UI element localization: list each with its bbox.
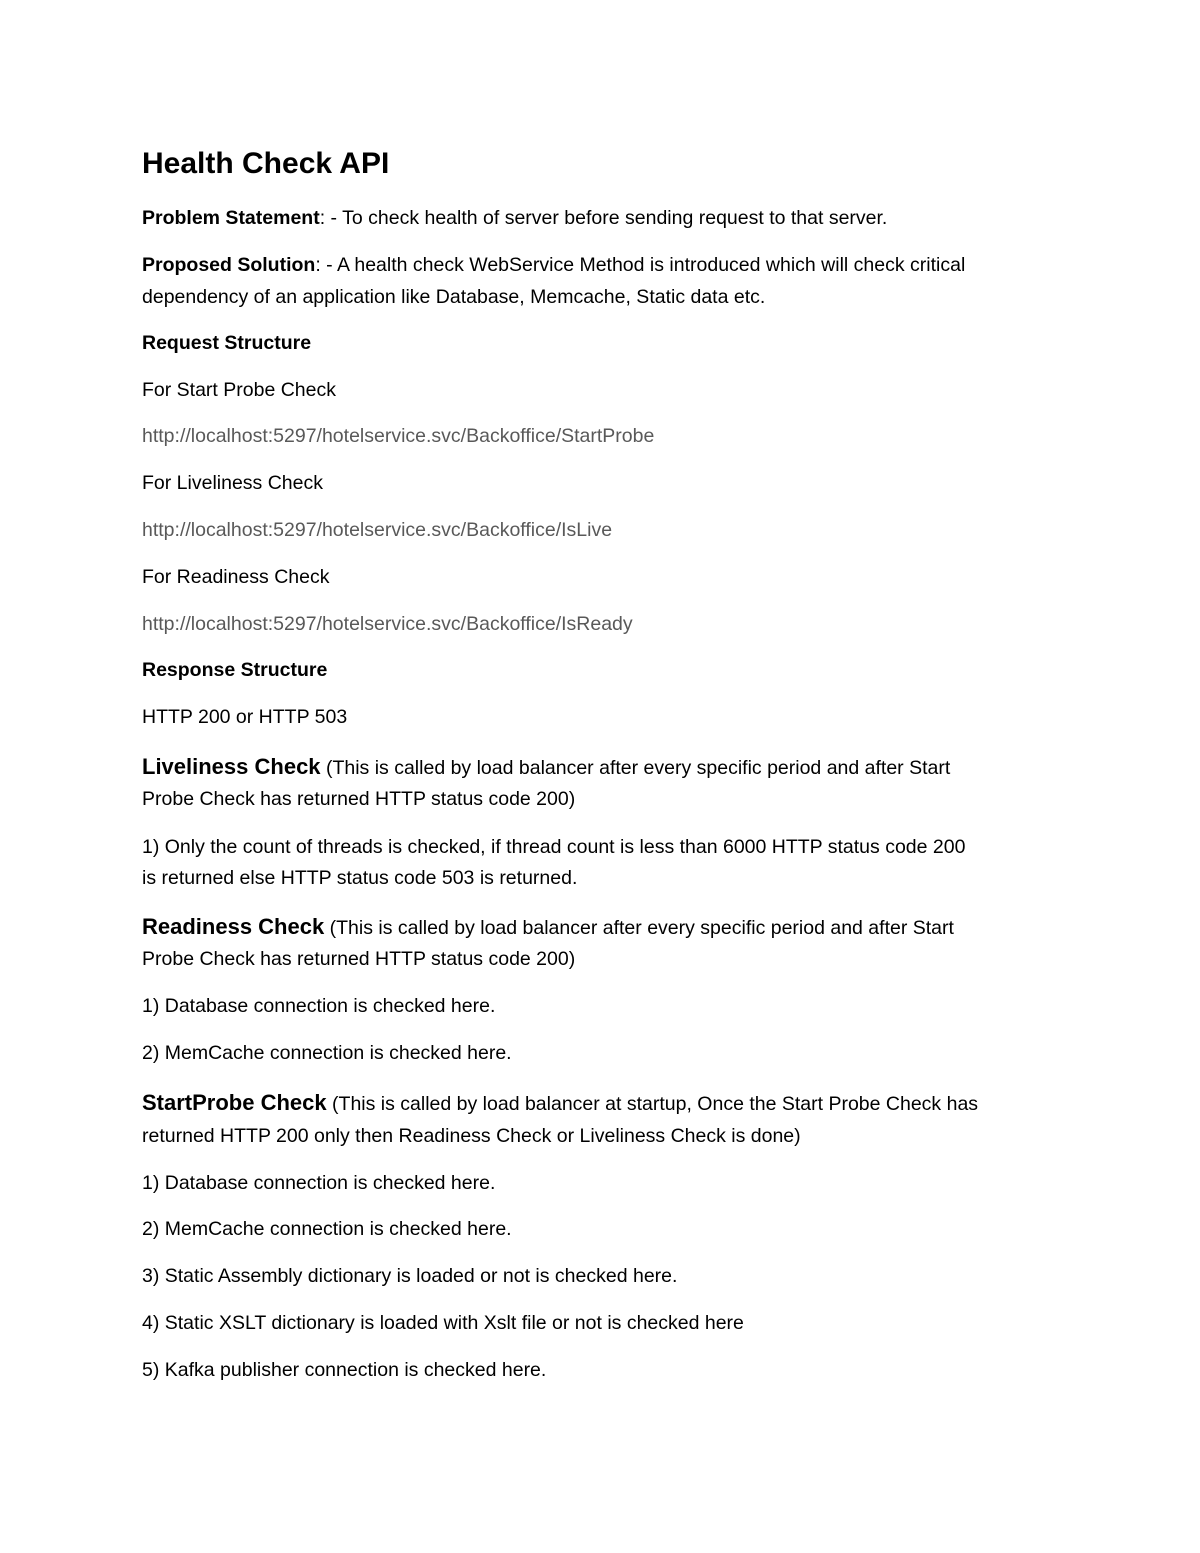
startprobe-list-item: 2) MemCache connection is checked here. xyxy=(142,1218,512,1240)
proposed-solution-text-line2: dependency of an application like Database, Memcache, Static data etc. xyxy=(142,286,766,308)
response-structure-text: HTTP 200 or HTTP 503 xyxy=(142,706,348,728)
request-item-label: For Liveliness Check xyxy=(142,472,323,494)
problem-statement-text: : - To check health of server before sending request to that server. xyxy=(319,207,888,229)
request-url-islive[interactable]: http://localhost:5297/hotelservice.svc/Backoffice/IsLive xyxy=(142,519,613,541)
readiness-desc-line2: Probe Check has returned HTTP status code 200) xyxy=(142,948,576,970)
startprobe-desc-line2: returned HTTP 200 only then Readiness Check or Liveliness Check is done) xyxy=(142,1125,801,1147)
readiness-heading: Readiness Check xyxy=(142,914,325,939)
readiness-section xyxy=(142,914,1082,941)
liveliness-section xyxy=(142,754,1082,781)
request-structure-heading: Request Structure xyxy=(142,332,312,354)
request-item-label: For Start Probe Check xyxy=(142,379,336,401)
liveliness-item-line2: is returned else HTTP status code 503 is returned. xyxy=(142,867,578,889)
proposed-solution-text-line1: : - A health check WebService Method is introduced which will check critical xyxy=(315,254,966,276)
readiness-list-item: 1) Database connection is checked here. xyxy=(142,995,496,1017)
startprobe-list-item: 1) Database connection is checked here. xyxy=(142,1172,496,1194)
liveliness-heading: Liveliness Check xyxy=(142,754,321,779)
readiness-desc-line1: (This is called by load balancer after every specific period and after Start xyxy=(324,917,954,939)
startprobe-heading: StartProbe Check xyxy=(142,1090,327,1115)
problem-statement-label: Problem Statement xyxy=(142,207,320,229)
response-structure-heading: Response Structure xyxy=(142,659,328,681)
liveliness-desc-line1: (This is called by load balancer after every specific period and after Start xyxy=(320,757,951,779)
proposed-solution-label: Proposed Solution xyxy=(142,254,316,276)
request-url-startprobe[interactable]: http://localhost:5297/hotelservice.svc/Backoffice/StartProbe xyxy=(142,425,655,447)
proposed-solution xyxy=(142,252,1082,278)
readiness-list-item: 2) MemCache connection is checked here. xyxy=(142,1042,512,1064)
startprobe-section xyxy=(142,1090,1082,1117)
request-item-label: For Readiness Check xyxy=(142,566,330,588)
problem-statement xyxy=(142,205,1082,231)
liveliness-desc-line2: Probe Check has returned HTTP status code 200) xyxy=(142,788,576,810)
startprobe-list-item: 4) Static XSLT dictionary is loaded with Xslt file or not is checked here xyxy=(142,1312,744,1334)
liveliness-item-line1: 1) Only the count of threads is checked, if thread count is less than 6000 HTTP status code 200 xyxy=(142,836,966,858)
page-title: Health Check API xyxy=(142,147,390,180)
startprobe-list-item: 3) Static Assembly dictionary is loaded or not is checked here. xyxy=(142,1265,678,1287)
request-url-isready[interactable]: http://localhost:5297/hotelservice.svc/Backoffice/IsReady xyxy=(142,613,633,635)
startprobe-desc-line1: (This is called by load balancer at startup, Once the Start Probe Check has xyxy=(326,1093,979,1115)
startprobe-list-item: 5) Kafka publisher connection is checked here. xyxy=(142,1359,547,1381)
